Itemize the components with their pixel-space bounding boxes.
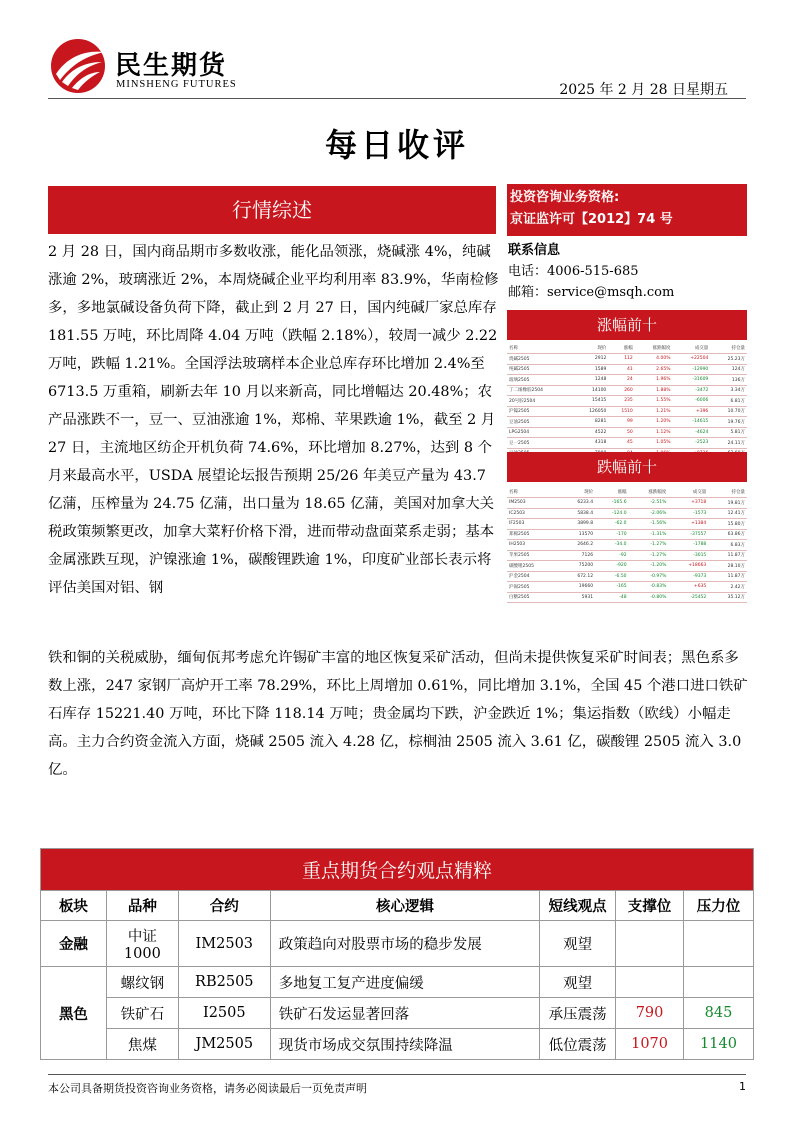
table-cell: +18663 <box>668 561 708 572</box>
table-cell: -0.83% <box>629 582 669 593</box>
table-row <box>507 561 747 572</box>
gainers-heading: 涨幅前十 <box>507 310 747 340</box>
table-cell: -1.20% <box>629 561 669 572</box>
table-cell: -0.80% <box>629 592 669 603</box>
page-title: 每日收评 <box>324 126 469 164</box>
table-row <box>41 921 754 967</box>
table-row <box>41 967 754 998</box>
table-row <box>507 354 747 365</box>
table-cell: -165.6 <box>595 498 628 509</box>
table-cell: 5.81万 <box>710 427 747 438</box>
header-sector: 板块 <box>41 891 107 921</box>
table-cell: +1384 <box>668 519 708 530</box>
qualification-box <box>507 184 747 236</box>
table-cell: -3015 <box>668 550 708 561</box>
table-cell: -2523 <box>672 438 710 449</box>
table-cell: -6006 <box>672 396 710 407</box>
table-row <box>507 592 747 603</box>
table-cell: 24 <box>608 375 634 386</box>
table-cell: 75200 <box>559 561 595 572</box>
losers-table <box>507 487 747 603</box>
table-row <box>507 406 747 417</box>
table-cell: 11.87万 <box>708 550 747 561</box>
sector-cell: 黑色 <box>41 967 107 1060</box>
table-row <box>41 998 754 1029</box>
table-cell: 124万 <box>710 364 747 375</box>
email-label: 邮箱： <box>508 285 548 300</box>
table-cell: 1.96% <box>635 375 673 386</box>
table-cell: -34.0 <box>595 540 628 551</box>
table-cell: 28.10万 <box>708 561 747 572</box>
table-cell: 7126 <box>559 550 595 561</box>
table-cell: 112 <box>608 354 634 365</box>
losers-heading: 跌幅前十 <box>507 452 747 482</box>
column-header: 现价 <box>559 487 595 498</box>
table-cell: -14615 <box>672 417 710 428</box>
table-cell: 沪镍2505 <box>507 406 572 417</box>
resistance-cell <box>684 967 754 998</box>
variety-cell: 焦煤 <box>106 1029 178 1060</box>
column-header: 涨幅 <box>608 343 634 354</box>
table-cell: -25452 <box>668 592 708 603</box>
table-cell: 3899.8 <box>559 519 595 530</box>
table-row <box>507 417 747 428</box>
column-header: 现价 <box>572 343 608 354</box>
contract-cell: RB2505 <box>178 967 270 998</box>
table-cell: 1248 <box>572 375 608 386</box>
table-cell: 126050 <box>572 406 608 417</box>
header-logic: 核心逻辑 <box>270 891 539 921</box>
phone-line <box>508 261 674 282</box>
table-cell: 2912 <box>572 354 608 365</box>
table-row <box>507 529 747 540</box>
table-cell: 25.23万 <box>710 354 747 365</box>
table-cell: 2646.2 <box>559 540 595 551</box>
table-cell: -12990 <box>672 364 710 375</box>
column-header: 名称 <box>507 343 572 354</box>
table-cell: 6233.4 <box>559 498 595 509</box>
table-cell: 1.12% <box>635 427 673 438</box>
table-cell: 99 <box>608 417 634 428</box>
header-contract: 合约 <box>178 891 270 921</box>
column-header: 涨跌幅度 <box>635 343 673 354</box>
table-cell: 35.12万 <box>708 592 747 603</box>
section-heading: 行情综述 <box>48 186 496 234</box>
table-cell: -920 <box>595 561 628 572</box>
brand-name-en: MINSHENG FUTURES <box>116 79 237 90</box>
table-cell: 烧碱2505 <box>507 354 572 365</box>
table-cell: 19.81万 <box>708 498 747 509</box>
email-line <box>508 282 674 303</box>
table-cell: -3472 <box>672 385 710 396</box>
minsheng-logo-icon <box>48 38 108 94</box>
column-header: 成交量 <box>668 487 708 498</box>
summary-paragraph-2: 铁和铜的关税威胁，缅甸佤邦考虑允许锡矿丰富的地区恢复采矿活动，但尚未提供恢复采矿时间表；黑色系多数上涨，247 家钢厂高炉开工率 78.29%，环比上周增加 0.61%，同比增加 3.1%，全国 45 个港口进口铁矿石库存 15221.40 万吨，环比下降 118.14 万吨；贵金属均下跌，沪金跌近 1%；集运指数（欧线）小幅走高。主力合约资金流入方面，烧碱 2505 流入 4.28 亿，棕榈油 2505 流入 3.61 亿，碳酸锂 2505 流入 3.0 亿。 <box>48 650 748 778</box>
table-cell: 15.80万 <box>708 519 747 530</box>
table-cell: 63.86万 <box>708 529 747 540</box>
table-cell: -62.0 <box>595 519 628 530</box>
contact-info <box>508 240 674 303</box>
table-cell: 10.70万 <box>710 406 747 417</box>
resistance-cell: 845 <box>684 998 754 1029</box>
table-cell: -1.27% <box>629 540 669 551</box>
table-cell: IC2503 <box>507 508 559 519</box>
table-row <box>507 571 747 582</box>
table-cell: 1.21% <box>635 406 673 417</box>
header-support: 支撑位 <box>616 891 684 921</box>
table-cell: 672.12 <box>559 571 595 582</box>
table-cell: -31609 <box>672 375 710 386</box>
contact-title: 联系信息 <box>508 243 561 258</box>
variety-cell: 中证1000 <box>106 921 178 967</box>
table-cell: 136万 <box>710 375 747 386</box>
brand-name-cn: 民生期货 <box>115 51 228 81</box>
table-cell: 24.11万 <box>710 438 747 449</box>
column-header: 涨跌幅度 <box>629 487 669 498</box>
table-cell: 6.81万 <box>710 396 747 407</box>
table-cell: 45 <box>608 438 634 449</box>
table-cell: 6.83万 <box>708 540 747 551</box>
email-value[interactable]: service@msqh.com <box>547 285 675 300</box>
table-cell: -0.97% <box>629 571 669 582</box>
logic-cell: 现货市场成交氛围持续降温 <box>270 1029 539 1060</box>
table-cell: 14100 <box>572 385 608 396</box>
table-cell: 1.55% <box>635 396 673 407</box>
table-cell: 5838.4 <box>559 508 595 519</box>
view-cell: 观望 <box>540 921 616 967</box>
table-cell: 235 <box>608 396 634 407</box>
table-cell: 豆一2505 <box>507 438 572 449</box>
footer-divider <box>48 1074 746 1075</box>
table-cell: 白糖2505 <box>507 592 559 603</box>
contract-cell: JM2505 <box>178 1029 270 1060</box>
table-row <box>507 375 747 386</box>
view-cell: 观望 <box>540 967 616 998</box>
table-cell: 15415 <box>572 396 608 407</box>
contracts-title: 重点期货合约观点精粹 <box>41 849 754 891</box>
table-cell: -1.56% <box>629 519 669 530</box>
sector-cell: 金融 <box>41 921 107 967</box>
table-row <box>507 385 747 396</box>
table-cell: +22504 <box>672 354 710 365</box>
logic-cell: 政策趋向对股票市场的稳步发展 <box>270 921 539 967</box>
summary-paragraph-1: 2 月 28 日，国内商品期市多数收涨，能化品领涨，烧碱涨 4%，纯碱涨逾 2%，玻璃涨近 2%，本周烧碱企业平均利用率 83.9%，华南检修多，多地氯碱设备负荷下降，截止到 2 月 27 日，国内纯碱厂家总库存 181.55 万吨，环比周降 4.04 万吨（跌幅 2.18%），较周一减少 2.22 万吨，跌幅 1.21%。全国浮法玻璃样本企业总库存环比增加 2.4%至 6713.5 万重箱，刷新去年 10 月以来新高，同比增幅达 20.48%；农产品涨跌不一，豆一、豆油涨逾 1%，郑棉、苹果跌逾 1%，截至 2 月 27 日，主流地区纺企开机负荷 74.6%，环比增加 8.27%，达到 8 个月来最高水平，USDA 展望论坛报告预期 25/26 年美豆产量为 43.7 亿蒲，压榨量为 24.75 亿蒲，出口量为 18.65 亿蒲，美国对加拿大关税政策频繁更改，加拿大菜籽价格下滑，进而带动盘面菜系走弱；基本金属涨跌互现，沪镍涨逾 1%，碳酸锂跌逾 1%，印度矿业部长表示将评估美国对铝、钢 <box>48 244 499 596</box>
column-header: 涨幅 <box>595 487 628 498</box>
table-cell: +3718 <box>668 498 708 509</box>
table-row <box>507 364 747 375</box>
gainers-header-row <box>507 343 747 354</box>
table-cell: -2.51% <box>629 498 669 509</box>
table-cell: LPG2504 <box>507 427 572 438</box>
table-cell: -1.27% <box>629 550 669 561</box>
support-cell: 790 <box>616 998 684 1029</box>
table-cell: -170 <box>595 529 628 540</box>
contract-cell: I2505 <box>178 998 270 1029</box>
view-cell: 承压震荡 <box>540 998 616 1029</box>
resistance-cell: 1140 <box>684 1029 754 1060</box>
phone-label: 电话： <box>508 264 548 279</box>
table-cell: 苹果2505 <box>507 550 559 561</box>
table-cell: 豆油2505 <box>507 417 572 428</box>
table-cell: -124.0 <box>595 508 628 519</box>
losers-body <box>507 498 747 603</box>
table-cell: 丁二烯橡胶2504 <box>507 385 572 396</box>
table-cell: 2.42万 <box>708 582 747 593</box>
table-cell: -1573 <box>668 508 708 519</box>
column-header: 持仓量 <box>708 487 747 498</box>
table-cell: -48 <box>595 592 628 603</box>
table-cell: -9373 <box>668 571 708 582</box>
table-cell: -6.50 <box>595 571 628 582</box>
column-header: 成交量 <box>672 343 710 354</box>
table-row <box>507 396 747 407</box>
table-row <box>507 550 747 561</box>
table-row <box>507 438 747 449</box>
contract-cell: IM2503 <box>178 921 270 967</box>
phone-value: 4006-515-685 <box>547 264 639 279</box>
variety-cell: 铁矿石 <box>106 998 178 1029</box>
logic-cell: 铁矿石发运显著回落 <box>270 998 539 1029</box>
table-cell: 1510 <box>608 406 634 417</box>
contracts-header-row <box>41 891 754 921</box>
table-cell: 碳酸锂2505 <box>507 561 559 572</box>
gainers-table <box>507 343 747 459</box>
support-cell <box>616 967 684 998</box>
table-cell: 3.34万 <box>710 385 747 396</box>
table-cell: IF2503 <box>507 519 559 530</box>
table-cell: 4318 <box>572 438 608 449</box>
table-cell: 20号胶2504 <box>507 396 572 407</box>
table-cell: 4522 <box>572 427 608 438</box>
support-cell: 1070 <box>616 1029 684 1060</box>
table-cell: 2.65% <box>635 364 673 375</box>
table-cell: 玻璃2505 <box>507 375 572 386</box>
table-cell: +396 <box>672 406 710 417</box>
table-cell: 8281 <box>572 417 608 428</box>
header-resistance: 压力位 <box>684 891 754 921</box>
report-date: 2025 年 2 月 28 日星期五 <box>559 82 728 98</box>
contracts-table <box>40 848 754 1060</box>
header-divider <box>48 98 746 99</box>
table-cell: 郑棉2505 <box>507 529 559 540</box>
table-row <box>507 540 747 551</box>
table-cell: 沪金2504 <box>507 571 559 582</box>
table-row <box>507 498 747 509</box>
header-variety: 品种 <box>106 891 178 921</box>
table-cell: 1589 <box>572 364 608 375</box>
table-cell: 1.20% <box>635 417 673 428</box>
table-row <box>41 1029 754 1060</box>
table-cell: 5931 <box>559 592 595 603</box>
table-cell: 41 <box>608 364 634 375</box>
table-cell: 12.41万 <box>708 508 747 519</box>
table-cell: 4.00% <box>635 354 673 365</box>
column-header: 名称 <box>507 487 559 498</box>
table-cell: 沪锡2505 <box>507 582 559 593</box>
table-cell: 19.76万 <box>710 417 747 428</box>
table-cell: -37557 <box>668 529 708 540</box>
footer-disclaimer: 本公司具备期货投资咨询业务资格，请务必阅读最后一页免责声明 <box>48 1082 367 1095</box>
table-cell: -165 <box>595 582 628 593</box>
table-cell: 50 <box>608 427 634 438</box>
view-cell: 低位震荡 <box>540 1029 616 1060</box>
table-cell: 13570 <box>559 529 595 540</box>
table-cell: 1.05% <box>635 438 673 449</box>
gainers-body <box>507 354 747 459</box>
table-cell: -2.06% <box>629 508 669 519</box>
qualification-line-2: 京证监许可【2012】74 号 <box>510 212 673 227</box>
table-cell: IH2503 <box>507 540 559 551</box>
losers-header-row <box>507 487 747 498</box>
table-cell: 19660 <box>559 582 595 593</box>
table-cell: IM2503 <box>507 498 559 509</box>
table-cell: 11.87万 <box>708 571 747 582</box>
table-cell: 纯碱2505 <box>507 364 572 375</box>
page-number: 1 <box>739 1080 746 1093</box>
table-cell: -1.31% <box>629 529 669 540</box>
column-header: 持仓量 <box>710 343 747 354</box>
table-row <box>507 427 747 438</box>
table-cell: -4624 <box>672 427 710 438</box>
table-cell: +635 <box>668 582 708 593</box>
header-view: 短线观点 <box>540 891 616 921</box>
table-row <box>507 582 747 593</box>
table-cell: 260 <box>608 385 634 396</box>
table-cell: -1788 <box>668 540 708 551</box>
qualification-line-1: 投资咨询业务资格: <box>510 190 620 205</box>
table-row <box>507 508 747 519</box>
variety-cell: 螺纹钢 <box>106 967 178 998</box>
logic-cell: 多地复工复产进度偏缓 <box>270 967 539 998</box>
support-cell <box>616 921 684 967</box>
table-cell: -92 <box>595 550 628 561</box>
resistance-cell <box>684 921 754 967</box>
table-row <box>507 519 747 530</box>
table-cell: 1.88% <box>635 385 673 396</box>
